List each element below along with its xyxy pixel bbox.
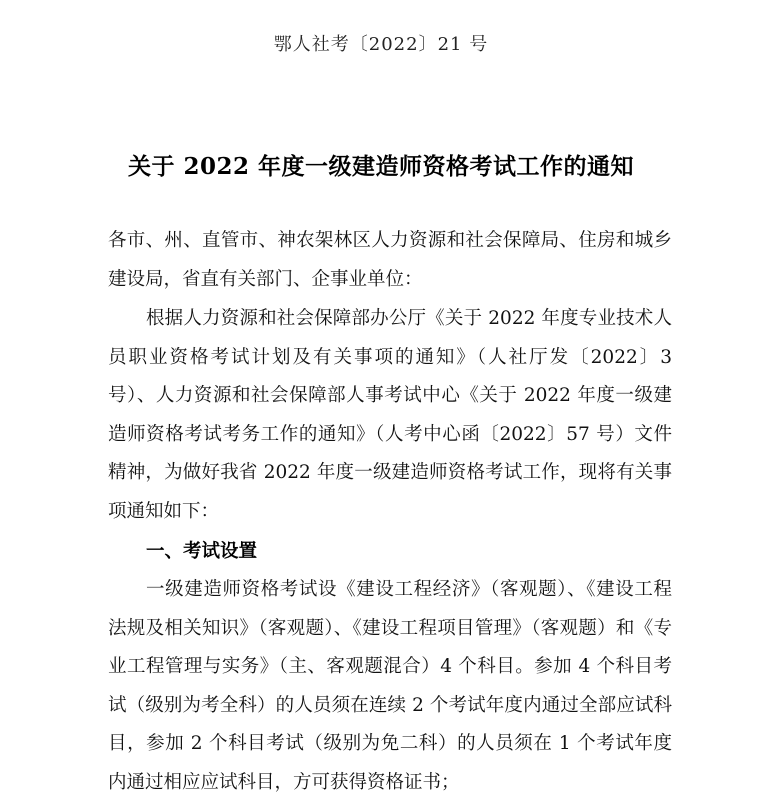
addressee-paragraph: 各市、州、直管市、神农架林区人力资源和社会保障局、住房和城乡建设局，省直有关部门、企事业单位：: [108, 230, 672, 290]
document-title: 关于 2022 年度一级建造师资格考试工作的通知: [127, 153, 635, 180]
section-heading-exam-setup: 一、考试设置: [146, 541, 258, 562]
intro-paragraph: 根据人力资源和社会保障部办公厅《关于 2022 年度专业技术人员职业资格考试计划及有关事项的通知》（人社厅发〔2022〕3 号）、人力资源和社会保障部人事考试中心《关于 2022 年度一级建造师资格考试考务工作的通知》（人考中心函〔2022〕57 号）文件精神，为做好我省 2022 年度一级建造师资格考试工作，现将有关事项通知如下：: [108, 308, 672, 522]
document-number: 鄂人社考〔2022〕21 号: [273, 34, 489, 55]
exam-setup-paragraph: 一级建造师资格考试设《建设工程经济》（客观题）、《建设工程法规及相关知识》（客观题）、《建设工程项目管理》（客观题）和《专业工程管理与实务》（主、客观题混合）4 个科目。参加 4 个科目考试（级别为考全科）的人员须在连续 2 个考试年度内通过全部应试科目，参加 2 个科目考试（级别为免二科）的人员须在 1 个考试年度内通过相应应试科目，方可获得资格证书；: [108, 579, 672, 793]
